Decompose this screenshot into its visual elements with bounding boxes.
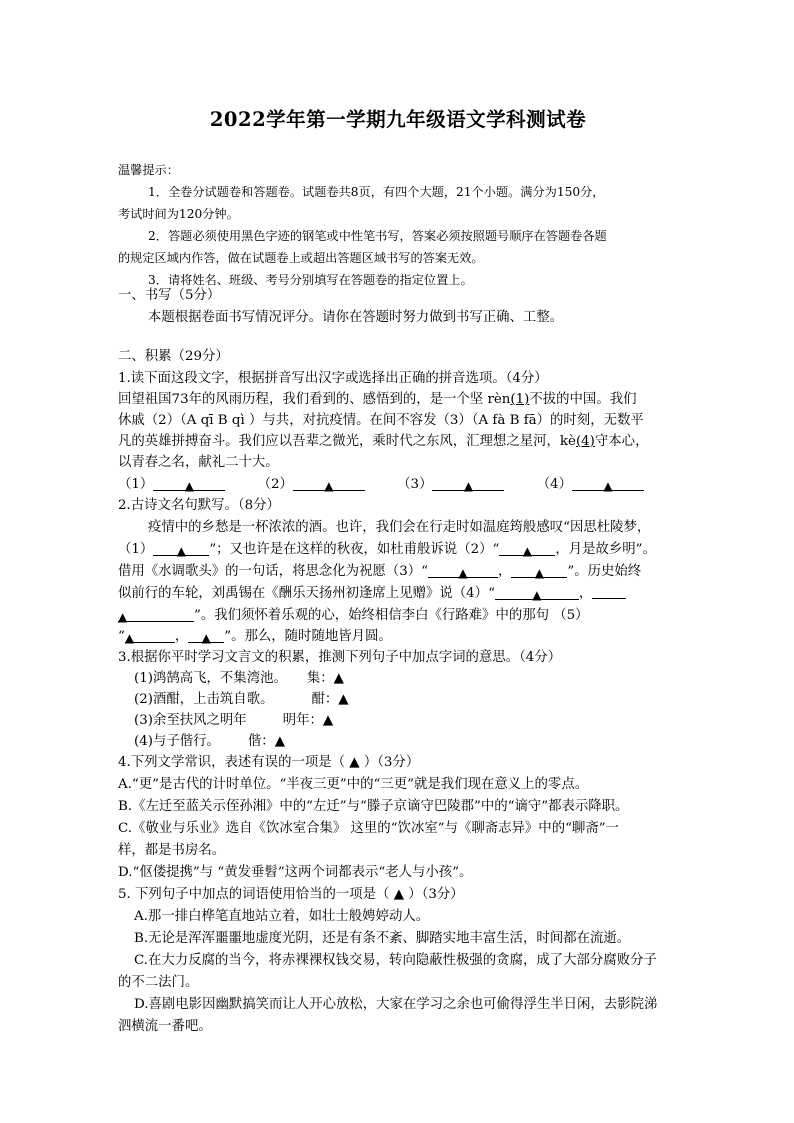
- q4-option-b: B.《左迁至蓝关示侄孙湘》中的“左迁”与“滕子京谪守巴陵郡”中的“谪守”都表示降职。: [118, 799, 629, 814]
- q2-line1: 疫情中的乡愁是一杯浓浓的酒。也许，我们会在行走时如温庭筠般感叹“因思杜陵梦，: [148, 520, 651, 535]
- q2-line3: 借用《水调歌头》的一句话，将思念化为祝愿（3）“ ▲ ， ▲ ”。历史始终: [118, 564, 642, 580]
- q2-blank-4a[interactable]: ▲: [495, 585, 579, 600]
- section1-text: 本题根据卷面书写情况评分。请你在答题时努力做到书写正确、工整。: [148, 310, 564, 325]
- answer-blank-1[interactable]: ▲: [153, 476, 225, 491]
- tip-3: 3．请将姓名、班级、考号分别填写在答题卷的指定位置上。: [148, 273, 473, 287]
- q4-stem: 4.下列文学常识，表述有误的一项是（ ▲ ）（3分）: [118, 755, 420, 770]
- q3-item-2: (2)酒酣，上击筑自歌。 酣：▲: [134, 692, 349, 707]
- q4-option-d: D.“伛偻提携”与 “黄发垂髫”这两个词都表示“老人与小孩”。: [118, 865, 473, 880]
- tip-1: 1．全卷分试题卷和答题卷。试题卷共8页，有四个大题，21个小题。满分为150分，: [148, 185, 605, 199]
- answer-blank-2[interactable]: ▲: [293, 476, 365, 491]
- q5-option-c-cont: 的不二法门。: [118, 975, 199, 990]
- q1-stem: 1.读下面这段文字，根据拼音写出汉字或选择出正确的拼音选项。（4分）: [118, 371, 548, 386]
- q1-para-line3: 凡的英雄拼搏奋斗。我们应以吾辈之微光，乘时代之东风，汇理想之星河，kè(4)守本心，: [118, 434, 649, 449]
- q2-line5: ▲ ”。我们须怀着乐观的心，始终相信李白《行路难》中的那句 （5）: [118, 608, 589, 624]
- q2-blank-1[interactable]: ▲: [153, 541, 209, 556]
- q2-line6: “▲ ， ▲ ”。那么，随时随地皆月圆。: [118, 629, 392, 645]
- page-title: 2022学年第一学期九年级语文学科测试卷: [209, 108, 587, 131]
- q3-item-1: (1)鸿鹄高飞，不集湾池。 集：▲: [134, 671, 344, 686]
- q5-option-b: B.无论是浑浑噩噩地虚度光阴，还是有条不紊、脚踏实地丰富生活，时间都在流逝。: [134, 931, 631, 946]
- q1-para-line2: 休戚（2）（A qī B qì ）与共，对抗疫情。在间不容发（3）（A fà B fā）的时刻，无数平: [118, 413, 644, 428]
- section1-heading: 一、书写（5分）: [118, 288, 221, 303]
- q3-item-4: (4)与子偕行。 偕：▲: [134, 734, 286, 749]
- q4-option-a: A.“更”是古代的计时单位。“半夜三更”中的“三更”就是我们现在意义上的零点。: [118, 777, 589, 792]
- q4-option-c: C.《敬业与乐业》选自《饮冰室合集》 这里的“饮冰室”与《聊斋志异》中的“聊斋”一: [118, 821, 619, 836]
- answer-blank-3[interactable]: ▲: [432, 476, 504, 491]
- q1-answer-row: （1） ▲ （2） ▲ （3） ▲ （4） ▲: [118, 475, 644, 495]
- q4-option-c-cont: 样，都是书房名。: [118, 843, 226, 858]
- q3-stem: 3.根据你平时学习文言文的积累，推测下列句子中加点字词的意思。（4分）: [118, 650, 562, 665]
- q2-line2: （1） ▲ ”；又也许是在这样的秋夜，如杜甫般诉说（2）“ ▲ ，月是故乡明”。: [118, 542, 656, 558]
- tip-1-cont: 考试时间为120分钟。: [118, 207, 239, 221]
- q2-blank-5a[interactable]: ▲: [125, 628, 175, 643]
- q2-blank-5b[interactable]: ▲: [188, 628, 224, 643]
- tip-2: 2．答题必须使用黑色字迹的钢笔或中性笔书写，答案必须按照题号顺序在答题卷各题: [148, 229, 607, 243]
- q5-option-d-cont: 泗横流一番吧。: [118, 1019, 212, 1034]
- q1-blank-1: (1): [510, 392, 530, 407]
- q2-line4: 似前行的车轮，刘禹锡在《酬乐天扬州初逢席上见赠》说（4）“ ▲ ，: [118, 584, 626, 604]
- q5-stem: 5. 下列句子中加点的词语使用恰当的一项是（ ▲ ）（3分）: [118, 887, 464, 902]
- q5-option-d: D.喜剧电影因幽默搞笑而让人开心放松，大家在学习之余也可偷得浮生半日闲，去影院涕: [134, 997, 658, 1012]
- tips-heading: 温馨提示：: [118, 163, 179, 177]
- section2-heading: 二、积累（29分）: [118, 349, 229, 364]
- q2-blank-4b[interactable]: ▲: [118, 607, 194, 622]
- q5-option-a: A.那一排白桦笔直地站立着，如壮士般娉婷动人。: [134, 909, 430, 924]
- q2-blank-3a[interactable]: ▲: [428, 563, 498, 578]
- answer-blank-4[interactable]: ▲: [572, 476, 644, 491]
- tip-2-cont: 的规定区域内作答，做在试题卷上或超出答题区域书写的答案无效。: [118, 251, 484, 265]
- q2-blank-3b[interactable]: ▲: [511, 563, 567, 578]
- q5-option-c: C.在大力反腐的当今，将赤裸裸权钱交易，转向隐蔽性极强的贪腐，成了大部分腐败分子: [134, 953, 657, 968]
- q2-blank-2[interactable]: ▲: [499, 541, 555, 556]
- q1-para-line4: 以青春之名，献礼二十大。: [118, 455, 279, 470]
- q2-stem: 2.古诗文名句默写。（8分）: [118, 498, 280, 513]
- q1-para-line1: 回望祖国73年的风雨历程，我们看到的、感悟到的，是一个坚 rèn(1)不拔的中国。我们: [118, 392, 637, 407]
- q1-blank-4: (4): [575, 434, 595, 449]
- q3-item-3: (3)余至扶风之明年 明年：▲: [134, 713, 334, 728]
- q2-blank-4b-start[interactable]: [592, 584, 626, 599]
